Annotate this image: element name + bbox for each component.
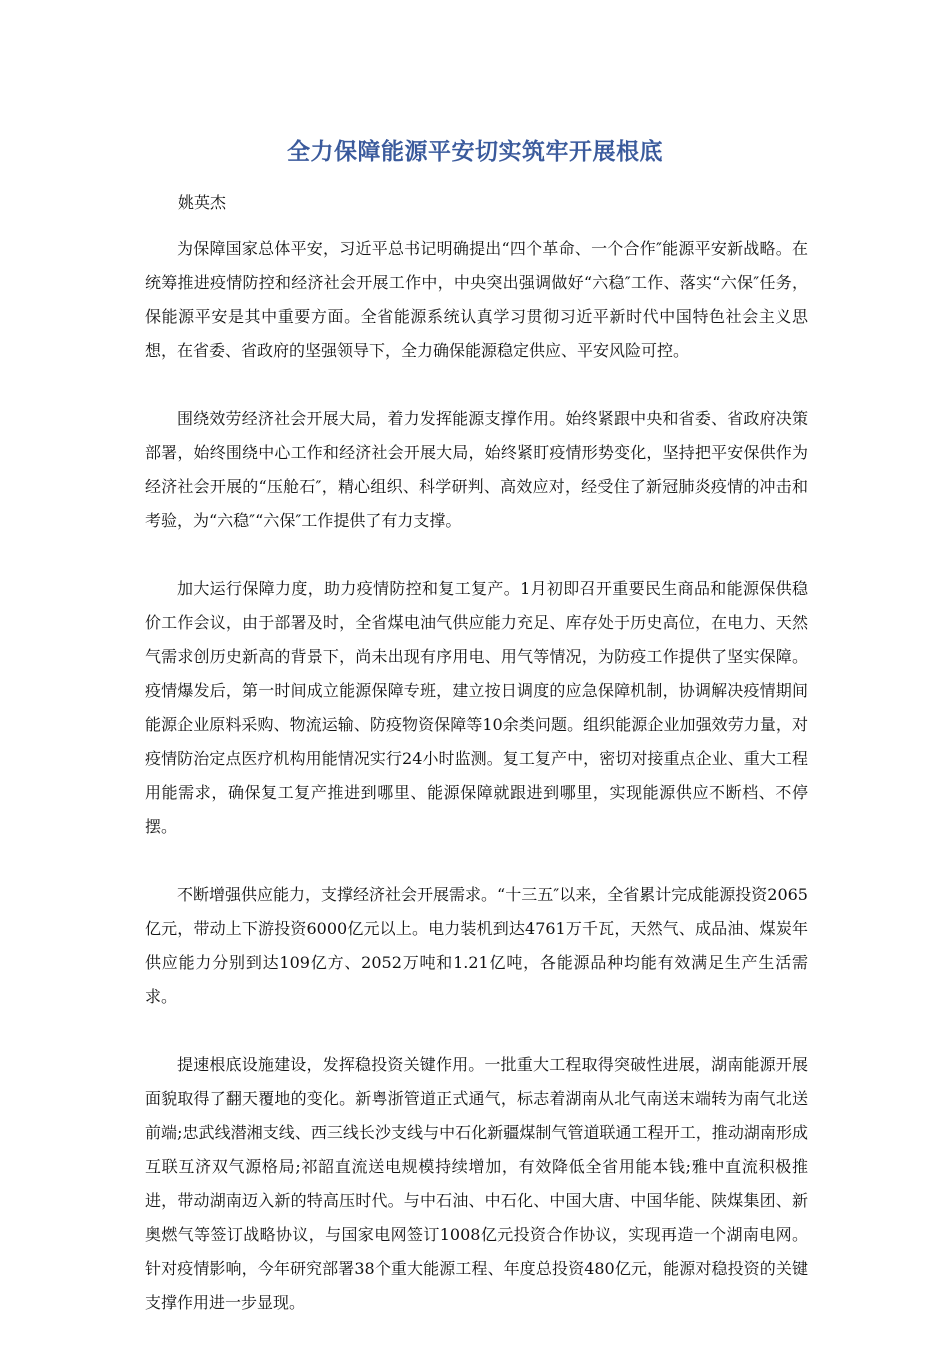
document-title: 全力保障能源平安切实筑牢开展根底 bbox=[287, 139, 663, 165]
paragraph-2: 围绕效劳经济社会开展大局，着力发挥能源支撑作用。始终紧跟中央和省委、省政府决策部署，始终围绕中心工作和经济社会开展大局，始终紧盯疫情形势变化，坚持把平安保供作为经济社会开展的“压舱石″，精心组织、科学研判、高效应对，经受住了新冠肺炎疫情的冲击和考验，为“六稳″“六保″工作提供了有力支撑。 bbox=[145, 409, 808, 530]
paragraph-1: 为保障国家总体平安，习近平总书记明确提出“四个革命、一个合作″能源平安新战略。在统筹推进疫情防控和经济社会开展工作中，中央突出强调做好“六稳″工作、落实“六保″任务，保能源平安是其中重要方面。全省能源系统认真学习贯彻习近平新时代中国特色社会主义思想，在省委、省政府的坚强领导下，全力确保能源稳定供应、平安风险可控。 bbox=[145, 239, 808, 360]
paragraph-4: 不断增强供应能力，支撑经济社会开展需求。“十三五″以来，全省累计完成能源投资2065亿元，带动上下游投资6000亿元以上。电力装机到达4761万千瓦，天然气、成品油、煤炭年供应能力分别到达109亿方、2052万吨和1.21亿吨，各能源品种均能有效满足生产生活需求。 bbox=[145, 885, 808, 1006]
paragraph-3: 加大运行保障力度，助力疫情防控和复工复产。1月初即召开重要民生商品和能源保供稳价工作会议，由于部署及时，全省煤电油气供应能力充足、库存处于历史高位，在电力、天然气需求创历史新高的背景下，尚未出现有序用电、用气等情况，为防疫工作提供了坚实保障。疫情爆发后，第一时间成立能源保障专班，建立按日调度的应急保障机制，协调解决疫情期间能源企业原料采购、物流运输、防疫物资保障等10余类问题。组织能源企业加强效劳力量，对疫情防治定点医疗机构用能情况实行24小时监测。复工复产中，密切对接重点企业、重大工程用能需求，确保复工复产推进到哪里、能源保障就跟进到哪里，实现能源供应不断档、不停摆。 bbox=[145, 579, 808, 836]
document-body bbox=[145, 232, 808, 1354]
paragraph-5: 提速根底设施建设，发挥稳投资关键作用。一批重大工程取得突破性进展，湖南能源开展面貌取得了翻天覆地的变化。新粤浙管道正式通气，标志着湖南从北气南送末端转为南气北送前端;忠武线潜湘支线、西三线长沙支线与中石化新疆煤制气管道联通工程开工，推动湖南形成互联互济双气源格局;祁韶直流送电规模持续增加，有效降低全省用能本钱;雅中直流积极推进，带动湖南迈入新的特高压时代。与中石油、中石化、中国大唐、中国华能、陕煤集团、新奥燃气等签订战略协议，与国家电网签订1008亿元投资合作协议，实现再造一个湖南电网。针对疫情影响，今年研究部署38个重大能源工程、年度总投资480亿元，能源对稳投资的关键支撑作用进一步显现。 bbox=[145, 1055, 808, 1312]
author-name: 姚英杰 bbox=[178, 193, 227, 212]
